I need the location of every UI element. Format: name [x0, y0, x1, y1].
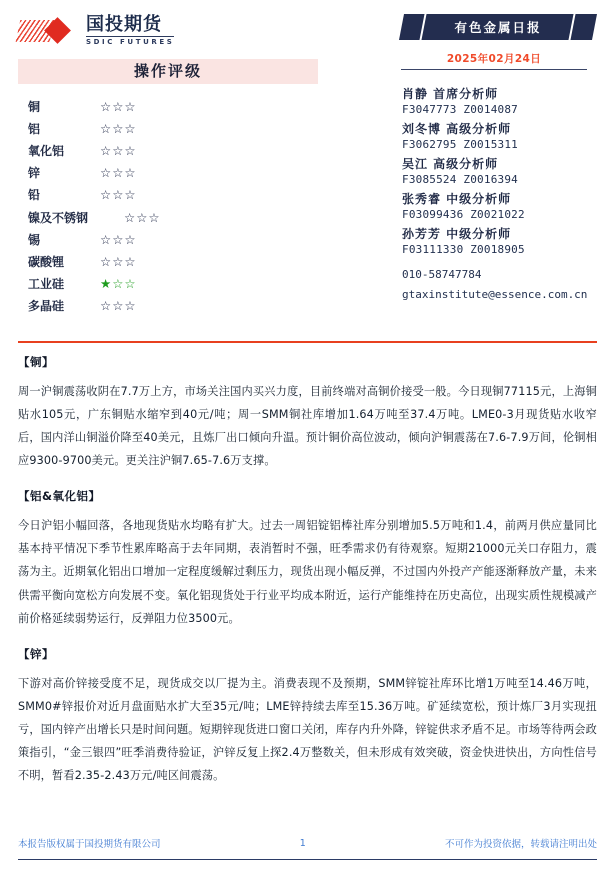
rating-metal-name: 工业硅: [28, 277, 65, 292]
footer-copyright: 本报告版权属于国投期货有限公司: [18, 839, 161, 850]
rating-list: [28, 95, 328, 317]
analyst-name: 孙芳芳 中级分析师: [402, 227, 512, 241]
rating-row: [28, 228, 328, 250]
rating-metal-name: 锡: [28, 232, 41, 247]
logo-diamond-icon: [18, 18, 80, 44]
rating-metal-name: 铜: [28, 99, 41, 114]
rating-panel-banner: [18, 59, 318, 84]
analyst-entry: [402, 120, 600, 151]
brand-name-cn: 国投期货: [86, 14, 162, 35]
analyst-name: 吴江 高级分析师: [402, 157, 499, 171]
section-title: 【铝&氧化铝】: [18, 489, 101, 504]
footer-page-number: 1: [299, 837, 306, 849]
rating-row: [28, 117, 328, 139]
report-title: 有色金属日报: [454, 20, 542, 35]
rating-row: [28, 295, 328, 317]
rating-panel-title: 操作评级: [133, 62, 202, 80]
rating-metal-name: 铝: [28, 121, 41, 136]
analyst-license-code: F3085524 Z0016394: [402, 173, 518, 186]
analyst-license-code: F3062795 Z0015311: [402, 138, 518, 151]
rating-metal-name: 多晶硅: [28, 299, 65, 314]
analyst-entry: [402, 155, 600, 186]
contact-phone: 010-58747784: [402, 268, 482, 281]
rating-metal-name: 铅: [28, 188, 41, 203]
header-divider: [18, 341, 597, 343]
section-title: 【铜】: [18, 355, 54, 369]
rating-row: [28, 162, 328, 184]
analyst-license-code: F03099436 Z0021022: [402, 208, 525, 221]
rating-row: [28, 206, 328, 228]
footer-disclaimer: 不可作为投资依据，转载请注明出处: [444, 839, 597, 850]
report-title-banner: [399, 14, 597, 40]
rating-stars: ☆☆☆: [100, 253, 137, 269]
rating-stars: ☆☆☆: [100, 187, 137, 203]
rating-metal-name: 镍及不锈钢: [28, 210, 89, 225]
section-copper: [18, 354, 597, 472]
company-logo: [18, 16, 174, 46]
section-text: 今日沪铝小幅回落，各地现货贴水均略有扩大。过去一周铝锭铝棒社库分别增加5.5万吨和1.4，前两月供应量同比基本持平情况下季节性累库略高于去年同期，表消暂时不强，旺季需求仍有待观察。短期21000元关口存阻力，震荡为主。近期氧化铝出口增加一定程度缓解过剩压力，现货出现小幅反弹，不过国内外投产产能逐渐释放产量，未来供需平衡向宽松方向发展不变。氧化铝现货处于行业平均成本附近，运行产能维持在历史高位，出现实质性规模减产前价格延续弱势运行，反弹阻力位3500元。: [18, 519, 597, 625]
analyst-license-code: F3047773 Z0014087: [402, 103, 518, 116]
analyst-entry: [402, 225, 600, 256]
rating-stars: ☆☆☆: [100, 120, 137, 136]
rating-stars: ☆☆☆: [100, 165, 137, 181]
rating-stars: ☆☆☆: [124, 209, 161, 225]
analyst-entry: [402, 85, 600, 116]
footer-divider: [18, 859, 597, 860]
rating-stars: ☆☆☆: [100, 98, 137, 114]
section-text: 周一沪铜震荡收阴在7.7万上方，市场关注国内买兴力度，目前终端对高铜价接受一般。今日现铜77115元，上海铜贴水105元，广东铜贴水缩窄到40元/吨；周一SMM铜社库增加1.64万吨至37.4万吨。LME0-3月现货贴水收窄后，国内洋山铜溢价降至40美元，且炼厂出口倾向升温。预计铜价高位波动，倾向沪铜震荡在7.6-7.9万间，伦铜相应9300-9700美元。更关注沪铜7.65-7.6万支撑。: [18, 385, 597, 468]
section-aluminum-alumina: [18, 488, 597, 629]
rating-stars: ☆☆☆: [100, 298, 137, 314]
analyst-license-code: F03111330 Z0018905: [402, 243, 525, 256]
rating-metal-name: 氧化铝: [28, 143, 65, 158]
rating-metal-name: 锌: [28, 166, 41, 181]
brand-name-en: SDIC FUTURES: [86, 37, 175, 46]
section-zinc: [18, 646, 597, 787]
rating-row: [28, 139, 328, 161]
rating-stars: ☆☆☆: [100, 231, 137, 247]
report-body: [18, 354, 597, 803]
report-date: 2025年02月24日: [401, 51, 587, 70]
section-title: 【锌】: [18, 646, 54, 661]
rating-stars: ★☆☆: [100, 276, 137, 292]
footer-row: [18, 836, 597, 854]
analyst-list: [395, 85, 600, 256]
analyst-name: 肖静 首席分析师: [402, 87, 499, 101]
analyst-name: 刘冬博 高级分析师: [402, 122, 512, 136]
report-header: [0, 0, 615, 340]
contact-block: [395, 268, 600, 301]
analyst-name: 张秀睿 中级分析师: [402, 192, 512, 206]
contact-email[interactable]: gtaxinstitute@essence.com.cn: [402, 288, 588, 301]
rating-row: [28, 184, 328, 206]
rating-row-highlighted: [28, 273, 328, 295]
report-meta-column: [395, 14, 600, 301]
rating-metal-name: 碳酸锂: [28, 254, 65, 269]
section-text: 下游对高价锌接受度不足，现货成交以厂提为主。消费表现不及预期，SMM锌锭社库环比增1万吨至14.46万吨，SMM0#锌报价对近月盘面贴水扩大至35元/吨；LME锌持续去库至15.36万吨。矿延续宽松，预计炼厂3月实现扭亏，国内锌产出增长只是时间问题。短期锌现货进口窗口关闭，库存内升外降，锌锭供求矛盾不足。市场等待两会政策指引，“金三银四”旺季消费待验证，沪锌反复上探2.4万整数关，但未形成有效突破，资金快进快出，方向性信号不明，暂看2.35-2.43万元/吨区间震荡。: [18, 676, 597, 783]
rating-stars: ☆☆☆: [100, 142, 137, 158]
rating-row: [28, 95, 328, 117]
rating-row: [28, 250, 328, 272]
report-footer: [0, 836, 615, 860]
analyst-entry: [402, 190, 600, 221]
